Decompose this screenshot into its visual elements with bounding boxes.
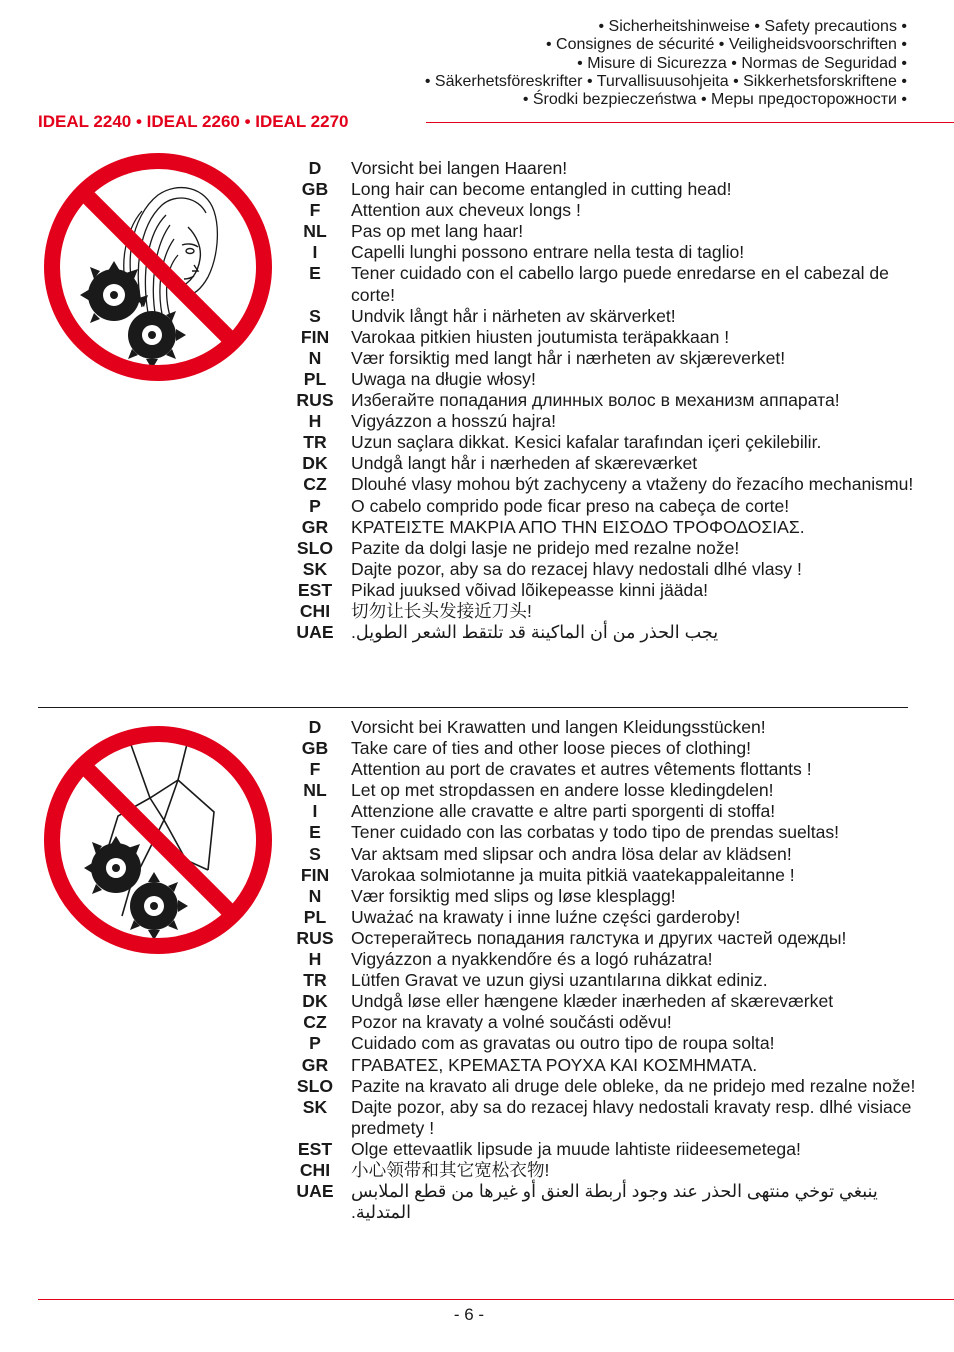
warning-text: Остерегайтесь попадания галстука и других частей одежды! — [351, 927, 847, 948]
language-code: I — [312, 242, 318, 263]
warning-text: Undvik långt hår i närheten av skärverket! — [351, 305, 676, 326]
language-code: UAE — [296, 622, 334, 643]
warning-entry — [294, 780, 934, 801]
warning-text: Dajte pozor, aby sa do rezacej hlavy nedostali dlhé vlasy ! — [351, 558, 802, 579]
warning-text: Vorsicht bei Krawatten und langen Kleidungsstücken! — [351, 717, 766, 737]
language-code: N — [308, 347, 322, 368]
language-code: CHI — [299, 600, 331, 621]
warning-text: Let op met stropdassen en andere losse kledingdelen! — [351, 780, 774, 801]
warning-text: Lütfen Gravat ve uzun giysi uzantılarına dikkat ediniz. — [351, 970, 768, 991]
warning-entry — [294, 390, 934, 411]
language-code: SK — [302, 558, 328, 579]
language-code: PL — [303, 368, 327, 389]
header-line: • Misure di Sicurezza • Normas de Seguridad • — [577, 54, 907, 72]
warning-text: 切勿让长头发接近刀头! — [351, 600, 532, 621]
language-code: SK — [302, 1096, 328, 1117]
language-code: DK — [302, 453, 328, 474]
warning-text: Vær forsiktig med slips og løse klesplagg! — [351, 885, 676, 906]
language-code: TR — [303, 432, 327, 453]
warning-entry — [294, 801, 934, 822]
warning-text: Dajte pozor, aby sa do rezacej hlavy nedostali kravaty resp. dlhé visiace predmety ! — [351, 1096, 912, 1138]
header-line: • Consignes de sécurité • Veiligheidsvoorschriften • — [546, 36, 907, 54]
language-code: UAE — [296, 1181, 334, 1202]
language-code: S — [309, 305, 321, 326]
warning-entry — [294, 865, 934, 886]
hair-warning-list — [294, 158, 934, 643]
language-code: FIN — [300, 326, 330, 347]
warning-entry — [294, 538, 934, 559]
language-code: D — [308, 717, 322, 737]
warning-entry — [294, 1055, 934, 1076]
warning-text: Capelli lunghi possono entrare nella testa di taglio! — [351, 242, 745, 263]
warning-text: Vorsicht bei langen Haaren! — [351, 158, 568, 178]
warning-text: 小心领带和其它宽松衣物! — [351, 1159, 550, 1180]
warning-entry — [294, 822, 934, 843]
warning-entry — [294, 221, 934, 242]
warning-entry — [294, 263, 934, 305]
section-divider — [38, 707, 908, 708]
language-code: RUS — [296, 390, 334, 411]
warning-entry — [294, 496, 934, 517]
warning-text: Uważać na krawaty i inne luźne części garderoby! — [351, 906, 741, 927]
warning-text: ΓΡΑΒΑΤΕΣ, ΚΡΕΜΑΣΤΑ ΡΟΥΧΑ ΚΑΙ ΚΟΣΜΗΜΑΤΑ. — [351, 1054, 758, 1075]
language-code: RUS — [296, 927, 334, 948]
warning-text: Varokaa solmiotanne ja muita pitkiä vaatekappaleitanne ! — [351, 864, 795, 885]
warning-text: Tener cuidado con el cabello largo puede enredarse en el cabezal de corte! — [351, 263, 889, 305]
language-code: SLO — [296, 1075, 334, 1096]
warning-text: O cabelo comprido pode ficar preso na cabeça de corte! — [351, 495, 790, 516]
footer-divider — [38, 1299, 954, 1300]
warning-text: يجب الحذر من أن الماكينة قد تلتقط الشعر الطويل. — [351, 622, 719, 643]
warning-text: Pazite na kravato ali druge dele obleke, da ne pridejo med rezalne nože! — [351, 1075, 916, 1096]
warning-entry — [294, 200, 934, 221]
warning-entry — [294, 1076, 934, 1097]
language-code: CZ — [303, 1012, 327, 1033]
warning-entry — [294, 179, 934, 200]
language-code: CZ — [303, 474, 327, 495]
language-code: CHI — [299, 1159, 331, 1180]
language-code: N — [308, 885, 322, 906]
warning-entry — [294, 158, 934, 179]
language-code: I — [312, 801, 318, 822]
header-line: • Sicherheitshinweise • Safety precautions • — [598, 18, 907, 35]
language-code: D — [308, 158, 322, 178]
warning-entry — [294, 242, 934, 263]
language-code: GR — [301, 1054, 329, 1075]
warning-text: Take care of ties and other loose pieces of clothing! — [351, 738, 752, 759]
warning-entry — [294, 559, 934, 580]
warning-text: Dlouhé vlasy mohou být zachyceny a vtaženy do řezacího mechanismu! — [351, 474, 914, 495]
warning-entry — [294, 970, 934, 991]
warning-text: Attention au port de cravates et autres vêtements flottants ! — [351, 759, 812, 780]
warning-text: Undgå langt hår i nærheden af skæreværket — [351, 453, 698, 474]
warning-entry — [294, 738, 934, 759]
warning-entry — [294, 348, 934, 369]
language-code: NL — [303, 221, 327, 242]
language-code: H — [308, 949, 322, 970]
warning-entry — [294, 580, 934, 601]
warning-entry — [294, 991, 934, 1012]
warning-entry — [294, 1139, 934, 1160]
warning-entry — [294, 453, 934, 474]
warning-text: Cuidado com as gravatas ou outro tipo de roupa solta! — [351, 1033, 775, 1054]
warning-entry — [294, 717, 934, 738]
warning-entry — [294, 759, 934, 780]
header-line: • Säkerhetsföreskrifter • Turvallisuusohjeita • Sikkerhetsforskriftene • — [424, 72, 907, 90]
language-code: GR — [301, 516, 329, 537]
warning-text: Varokaa pitkien hiusten joutumista teräpakkaan ! — [351, 326, 730, 347]
prohibition-ties-clothing-sign-icon — [38, 720, 278, 960]
warning-text: Pikad juuksed võivad lõikepeasse kinni jääda! — [351, 579, 708, 600]
model-title: IDEAL 2240 • IDEAL 2260 • IDEAL 2270 — [38, 112, 349, 131]
warning-text: Attenzione alle cravatte e altre parti sporgenti di stoffa! — [351, 801, 776, 822]
language-code: E — [309, 822, 321, 843]
warning-entry — [294, 327, 934, 348]
clothing-warning-list — [294, 717, 934, 1223]
language-code: FIN — [300, 864, 330, 885]
language-code: NL — [303, 780, 327, 801]
warning-text: Pazite da dolgi lasje ne pridejo med rezalne nože! — [351, 537, 740, 558]
warning-text: Uzun saçlara dikkat. Kesici kafalar tarafından içeri çekilebilir. — [351, 432, 822, 453]
warning-entry — [294, 622, 934, 643]
warning-entry — [294, 1181, 934, 1223]
warning-text: Long hair can become entangled in cutting head! — [351, 179, 732, 200]
warning-text: Избегайте попадания длинных волос в механизм аппарата! — [351, 390, 840, 411]
warning-entry — [294, 907, 934, 928]
warning-text: Undgå løse eller hængene klæder inærheden af skæreværket — [351, 991, 834, 1012]
warning-entry — [294, 411, 934, 432]
language-code: P — [309, 495, 321, 516]
language-code: S — [309, 843, 321, 864]
warning-entry — [294, 1160, 934, 1181]
warning-entry — [294, 517, 934, 538]
safety-header — [207, 18, 907, 109]
language-code: PL — [303, 906, 327, 927]
warning-entry — [294, 601, 934, 622]
warning-text: Pozor na kravaty a volné součásti oděvu! — [351, 1012, 672, 1033]
language-code: EST — [297, 1138, 333, 1159]
warning-text: Uwaga na długie włosy! — [351, 368, 536, 389]
language-code: SLO — [296, 537, 334, 558]
language-code: P — [309, 1033, 321, 1054]
warning-text: Vigyázzon a hosszú hajra! — [351, 411, 557, 432]
language-code: GB — [301, 738, 329, 759]
warning-text: Pas op met lang haar! — [351, 221, 524, 242]
warning-entry — [294, 886, 934, 907]
language-code: H — [308, 411, 322, 432]
warning-text: ΚΡΑΤΕΙΣΤΕ ΜΑΚΡΙΑ ΑΠΟ ΤΗΝ ΕΙΣΟΔΟ ΤΡΟΦΟΔΟΣΙΑΣ. — [351, 516, 805, 537]
warning-text: Vigyázzon a nyakkendőre és a logó ruházatra! — [351, 949, 713, 970]
page-number: - 6 - — [453, 1305, 485, 1324]
warning-text: ينبغي توخي منتهى الحذر عند وجود أربطة العنق أو غيرها من قطع الملابس المتدلية. — [351, 1181, 878, 1223]
language-code: EST — [297, 579, 333, 600]
header-line: • Środki bezpieczeństwa • Меры предосторожности • — [522, 91, 907, 109]
warning-entry — [294, 1097, 934, 1139]
warning-entry — [294, 844, 934, 865]
language-code: E — [309, 263, 321, 284]
warning-text: Tener cuidado con las corbatas y todo tipo de prendas sueltas! — [351, 822, 840, 843]
language-code: F — [309, 759, 321, 780]
warning-entry — [294, 1033, 934, 1054]
language-code: TR — [303, 970, 327, 991]
warning-text: Var aktsam med slipsar och andra lösa delar av klädsen! — [351, 843, 792, 864]
warning-entry — [294, 949, 934, 970]
warning-entry — [294, 432, 934, 453]
warning-entry — [294, 306, 934, 327]
warning-entry — [294, 369, 934, 390]
language-code: GB — [301, 179, 329, 200]
warning-text: Olge ettevaatlik lipsude ja muude lahtiste riideesemetega! — [351, 1138, 801, 1159]
warning-entry — [294, 1012, 934, 1033]
language-code: F — [309, 200, 321, 221]
language-code: DK — [302, 991, 328, 1012]
warning-entry — [294, 474, 934, 495]
warning-text: Attention aux cheveux longs ! — [351, 200, 581, 221]
prohibition-long-hair-sign-icon — [38, 147, 278, 387]
warning-entry — [294, 928, 934, 949]
warning-text: Vær forsiktig med langt hår i nærheten av skjæreverket! — [351, 347, 786, 368]
title-divider — [426, 122, 954, 123]
